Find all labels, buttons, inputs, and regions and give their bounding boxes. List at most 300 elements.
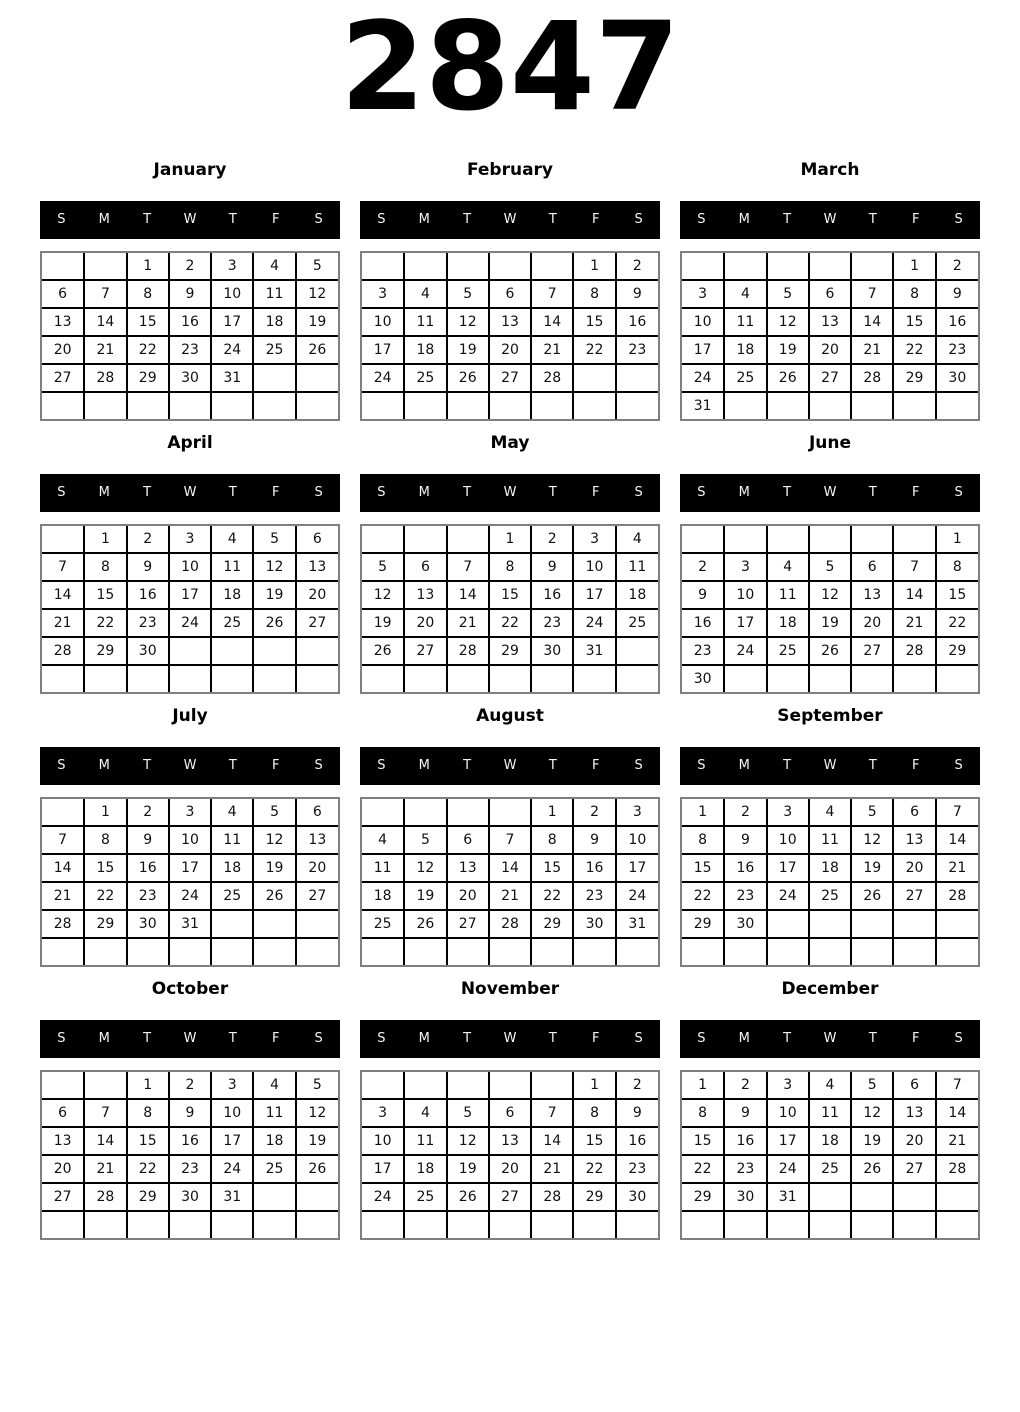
day-cell: 14 [893,581,935,609]
empty-cell [404,253,446,280]
day-cell: 9 [724,826,766,854]
day-cell: 4 [616,526,658,553]
week-row [42,526,338,553]
day-cell: 11 [253,280,295,308]
day-cell: 10 [169,553,211,581]
day-cell: 25 [724,364,766,392]
day-cell: 14 [84,1127,126,1155]
day-cell: 20 [296,854,338,882]
weekday-label: W [823,212,837,228]
week-row [42,665,338,692]
empty-cell [809,392,851,419]
day-cell: 29 [531,910,573,938]
day-cell: 13 [42,308,84,336]
day-cell: 28 [84,1183,126,1211]
empty-cell [84,938,126,965]
empty-cell [362,1072,404,1099]
empty-cell [616,938,658,965]
day-cell: 23 [616,336,658,364]
weekday-label: M [98,758,110,774]
week-row [362,910,658,938]
empty-cell [447,938,489,965]
day-cell: 4 [767,553,809,581]
day-cell: 5 [362,553,404,581]
day-cell: 4 [404,1099,446,1127]
weekday-label: M [418,758,430,774]
day-cell: 25 [404,1183,446,1211]
day-cell: 18 [253,1127,295,1155]
day-cell: 8 [893,280,935,308]
day-cell: 15 [84,581,126,609]
month-title: October [151,978,229,999]
empty-cell [404,392,446,419]
day-cell: 21 [84,336,126,364]
day-cell: 13 [489,308,531,336]
empty-cell [362,253,404,280]
weekday-label: T [868,212,877,228]
week-row [42,280,338,308]
weekday-label: S [697,758,706,774]
empty-cell [42,938,84,965]
week-row [362,581,658,609]
empty-cell [296,910,338,938]
empty-cell [851,1211,893,1238]
day-cell: 5 [809,553,851,581]
year-title: 2847 [340,0,680,138]
day-cell: 30 [169,364,211,392]
day-cell: 28 [84,364,126,392]
day-cell: 4 [211,526,253,553]
day-cell: 25 [211,882,253,910]
day-cell: 26 [447,364,489,392]
day-cell: 2 [169,1072,211,1099]
day-cell: 20 [851,609,893,637]
day-cell: 11 [616,553,658,581]
day-cell: 8 [84,826,126,854]
day-cell: 7 [84,280,126,308]
weekday-label: W [503,485,517,501]
day-cell: 31 [169,910,211,938]
day-cell: 17 [169,581,211,609]
day-cell: 9 [616,280,658,308]
day-cell: 17 [616,854,658,882]
day-cell: 9 [573,826,615,854]
month-january [40,160,340,421]
day-cell: 15 [489,581,531,609]
weekday-label: T [783,758,792,774]
month-grid [42,1072,338,1238]
week-row [42,1155,338,1183]
day-cell: 7 [531,1099,573,1127]
empty-cell [724,392,766,419]
day-cell: 16 [127,854,169,882]
week-row [42,1099,338,1127]
day-cell: 13 [296,826,338,854]
day-cell: 25 [362,910,404,938]
day-cell: 7 [851,280,893,308]
empty-cell [127,1211,169,1238]
day-cell: 18 [404,1155,446,1183]
day-cell: 19 [253,854,295,882]
week-row [362,609,658,637]
day-cell: 18 [724,336,766,364]
empty-cell [573,665,615,692]
weekday-label: F [271,758,280,774]
weekday-label: M [418,1031,430,1047]
weekday-label: F [591,485,600,501]
day-cell: 2 [724,799,766,826]
day-cell: 26 [851,882,893,910]
day-cell: 12 [362,581,404,609]
empty-cell [489,1211,531,1238]
week-row [682,1183,978,1211]
day-cell: 23 [724,1155,766,1183]
day-cell: 21 [531,336,573,364]
weekday-label: S [314,212,323,228]
day-cell: 30 [616,1183,658,1211]
day-cell: 15 [893,308,935,336]
day-cell: 16 [531,581,573,609]
weekday-label: M [98,212,110,228]
day-cell: 16 [616,1127,658,1155]
weekday-label: S [377,212,386,228]
empty-cell [893,938,935,965]
week-row [42,336,338,364]
month-grid [42,799,338,965]
day-cell: 7 [531,280,573,308]
day-cell: 1 [573,1072,615,1099]
empty-cell [127,938,169,965]
empty-cell [531,253,573,280]
weekday-label: M [418,212,430,228]
day-cell: 27 [893,1155,935,1183]
day-cell: 28 [42,910,84,938]
weekday-label: S [377,1031,386,1047]
week-row [682,1072,978,1099]
weekday-label: S [377,758,386,774]
day-cell: 6 [489,1099,531,1127]
day-cell: 10 [573,553,615,581]
weekday-label: W [823,485,837,501]
day-cell: 29 [682,910,724,938]
empty-cell [42,1072,84,1099]
day-cell: 23 [127,882,169,910]
month-december [680,979,980,1240]
day-cell: 2 [127,526,169,553]
week-row [362,882,658,910]
day-cell: 1 [84,799,126,826]
day-cell: 17 [767,854,809,882]
month-grid-frame [360,251,660,421]
empty-cell [893,526,935,553]
day-cell: 25 [616,609,658,637]
weekday-label: M [738,758,750,774]
day-cell: 17 [169,854,211,882]
day-cell: 3 [169,526,211,553]
day-cell: 29 [127,364,169,392]
month-september [680,706,980,967]
day-cell: 10 [362,308,404,336]
empty-cell [851,392,893,419]
weekday-label: T [463,485,472,501]
month-grid [362,253,658,419]
day-cell: 26 [447,1183,489,1211]
day-cell: 1 [84,526,126,553]
day-cell: 17 [211,308,253,336]
week-row [682,280,978,308]
weekday-header-row [680,474,980,512]
day-cell: 29 [84,910,126,938]
day-cell: 1 [893,253,935,280]
day-cell: 15 [682,854,724,882]
day-cell: 26 [253,882,295,910]
week-row [42,392,338,419]
day-cell: 3 [211,253,253,280]
day-cell: 9 [682,581,724,609]
week-row [362,1099,658,1127]
day-cell: 18 [809,854,851,882]
day-cell: 19 [296,308,338,336]
day-cell: 30 [127,637,169,665]
day-cell: 11 [211,826,253,854]
day-cell: 26 [851,1155,893,1183]
day-cell: 20 [42,1155,84,1183]
day-cell: 7 [42,553,84,581]
day-cell: 6 [489,280,531,308]
day-cell: 3 [767,799,809,826]
empty-cell [253,392,295,419]
day-cell: 3 [767,1072,809,1099]
day-cell: 6 [893,1072,935,1099]
day-cell: 6 [809,280,851,308]
week-row [362,799,658,826]
weekday-label: S [634,1031,643,1047]
day-cell: 5 [447,1099,489,1127]
day-cell: 19 [404,882,446,910]
day-cell: 11 [404,308,446,336]
day-cell: 27 [489,1183,531,1211]
day-cell: 13 [489,1127,531,1155]
empty-cell [936,1183,978,1211]
week-row [682,1099,978,1127]
weekday-label: T [548,1031,557,1047]
day-cell: 17 [362,1155,404,1183]
week-row [362,1183,658,1211]
weekday-label: T [143,758,152,774]
day-cell: 4 [809,799,851,826]
day-cell: 8 [682,1099,724,1127]
day-cell: 4 [253,253,295,280]
weekday-label: T [143,212,152,228]
week-row [362,1211,658,1238]
week-row [362,392,658,419]
day-cell: 13 [447,854,489,882]
day-cell: 16 [936,308,978,336]
empty-cell [531,1072,573,1099]
empty-cell [893,1211,935,1238]
empty-cell [169,637,211,665]
day-cell: 14 [42,581,84,609]
day-cell: 11 [404,1127,446,1155]
month-title: July [172,705,208,726]
day-cell: 8 [127,280,169,308]
weekday-label: S [954,1031,963,1047]
month-may [360,433,660,694]
day-cell: 24 [211,336,253,364]
day-cell: 24 [724,637,766,665]
empty-cell [724,938,766,965]
empty-cell [851,526,893,553]
empty-cell [616,392,658,419]
weekday-header-row [40,1020,340,1058]
day-cell: 8 [127,1099,169,1127]
empty-cell [809,526,851,553]
day-cell: 19 [767,336,809,364]
empty-cell [42,799,84,826]
day-cell: 5 [296,1072,338,1099]
month-grid [682,526,978,692]
week-row [362,308,658,336]
empty-cell [253,637,295,665]
day-cell: 24 [767,882,809,910]
day-cell: 27 [893,882,935,910]
empty-cell [447,526,489,553]
day-cell: 9 [616,1099,658,1127]
day-cell: 3 [169,799,211,826]
day-cell: 21 [936,1127,978,1155]
week-row [682,1211,978,1238]
weekday-label: F [911,758,920,774]
day-cell: 29 [489,637,531,665]
day-cell: 5 [253,526,295,553]
weekday-label: M [98,1031,110,1047]
day-cell: 25 [809,1155,851,1183]
day-cell: 20 [893,854,935,882]
day-cell: 29 [936,637,978,665]
empty-cell [936,938,978,965]
week-row [42,1183,338,1211]
day-cell: 16 [724,854,766,882]
empty-cell [724,253,766,280]
empty-cell [682,938,724,965]
empty-cell [616,364,658,392]
week-row [362,253,658,280]
day-cell: 18 [404,336,446,364]
day-cell: 10 [211,280,253,308]
day-cell: 23 [724,882,766,910]
day-cell: 3 [682,280,724,308]
empty-cell [573,1211,615,1238]
week-row [682,854,978,882]
day-cell: 24 [169,609,211,637]
month-title: May [490,432,530,453]
day-cell: 9 [127,826,169,854]
empty-cell [296,637,338,665]
day-cell: 12 [447,308,489,336]
weekday-label: T [868,758,877,774]
day-cell: 18 [767,609,809,637]
day-cell: 2 [573,799,615,826]
day-cell: 28 [42,637,84,665]
day-cell: 8 [936,553,978,581]
day-cell: 26 [809,637,851,665]
empty-cell [531,392,573,419]
week-row [362,1072,658,1099]
day-cell: 14 [531,1127,573,1155]
month-grid-frame [680,1070,980,1240]
empty-cell [767,1211,809,1238]
day-cell: 5 [767,280,809,308]
day-cell: 6 [851,553,893,581]
day-cell: 24 [573,609,615,637]
empty-cell [531,938,573,965]
day-cell: 10 [682,308,724,336]
day-cell: 16 [169,1127,211,1155]
empty-cell [489,938,531,965]
day-cell: 8 [84,553,126,581]
day-cell: 12 [253,826,295,854]
week-row [362,1127,658,1155]
day-cell: 13 [296,553,338,581]
day-cell: 24 [682,364,724,392]
day-cell: 7 [936,1072,978,1099]
empty-cell [767,253,809,280]
day-cell: 13 [42,1127,84,1155]
day-cell: 8 [531,826,573,854]
day-cell: 19 [253,581,295,609]
week-row [362,526,658,553]
day-cell: 8 [573,1099,615,1127]
day-cell: 19 [447,1155,489,1183]
day-cell: 21 [84,1155,126,1183]
empty-cell [893,392,935,419]
month-title: June [808,432,852,453]
day-cell: 28 [447,637,489,665]
empty-cell [362,526,404,553]
day-cell: 28 [936,1155,978,1183]
day-cell: 7 [447,553,489,581]
empty-cell [489,253,531,280]
day-cell: 20 [404,609,446,637]
weekday-label: T [463,212,472,228]
week-row [682,609,978,637]
empty-cell [253,1183,295,1211]
empty-cell [296,938,338,965]
month-title: December [781,978,879,999]
day-cell: 14 [851,308,893,336]
day-cell: 30 [573,910,615,938]
day-cell: 1 [682,1072,724,1099]
empty-cell [42,665,84,692]
empty-cell [253,910,295,938]
day-cell: 4 [724,280,766,308]
weekday-label: T [868,485,877,501]
day-cell: 22 [127,1155,169,1183]
day-cell: 14 [531,308,573,336]
month-grid [42,526,338,692]
empty-cell [724,526,766,553]
day-cell: 1 [531,799,573,826]
month-grid-frame [680,251,980,421]
day-cell: 21 [447,609,489,637]
day-cell: 19 [296,1127,338,1155]
empty-cell [84,665,126,692]
month-july [40,706,340,967]
weekday-label: F [591,212,600,228]
day-cell: 17 [682,336,724,364]
day-cell: 31 [616,910,658,938]
week-row [682,526,978,553]
